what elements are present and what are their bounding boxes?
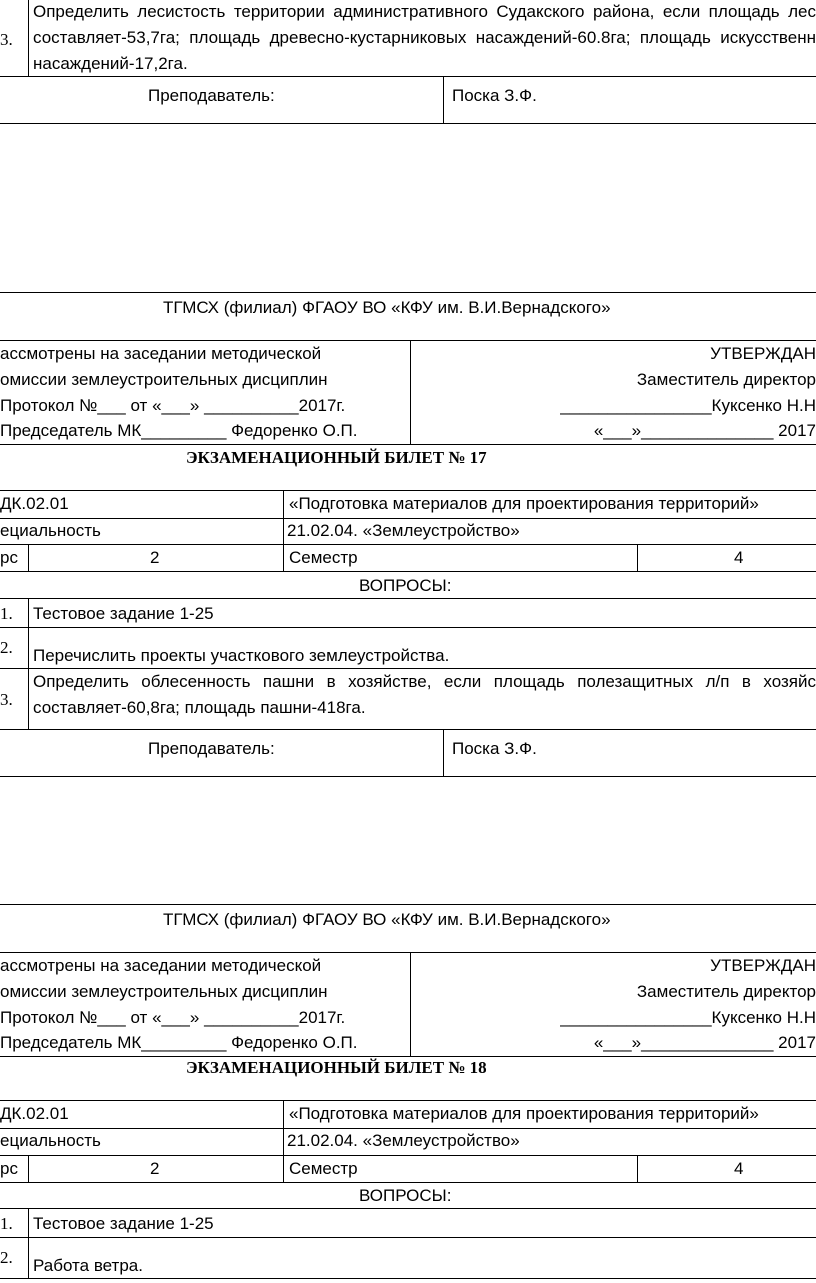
semester-label: Семестр: [289, 1159, 358, 1178]
semester-value: 4: [734, 1159, 744, 1178]
table-rule: [0, 1100, 816, 1101]
specialty-value: 21.02.04. «Землеустройство»: [287, 1131, 520, 1150]
table-rule: [0, 627, 816, 628]
semester-value: 4: [734, 548, 744, 567]
institution-name: ТГМСХ (филиал) ФГАОУ ВО «КФУ им. В.И.Вернадского»: [163, 298, 611, 317]
table-rule: [0, 729, 816, 730]
questions-heading: ВОПРОСЫ:: [359, 576, 452, 595]
approval-right-line: Заместитель директор: [636, 370, 816, 389]
question-number: 1.: [0, 604, 13, 623]
info-divider: [637, 1155, 638, 1182]
specialty-value: 21.02.04. «Землеустройство»: [287, 521, 520, 540]
question-number: 3.: [0, 690, 13, 709]
approval-left-line: омиссии землеустроительных дисциплин: [0, 982, 328, 1001]
table-rule: [0, 904, 816, 905]
questions-heading: ВОПРОСЫ:: [359, 1186, 452, 1205]
table-rule: [0, 518, 816, 519]
approval-right-line: ________________Куксенко Н.Н: [560, 1008, 816, 1027]
teacher-name: Поска З.Ф.: [452, 739, 537, 758]
table-rule: [0, 668, 816, 669]
info-divider: [283, 490, 284, 571]
table-rule: [0, 598, 816, 599]
approval-left-line: Протокол №___ от «___» __________2017г.: [0, 396, 346, 415]
table-rule: [0, 1208, 816, 1209]
table-rule: [0, 544, 816, 545]
header-divider: [410, 952, 411, 1056]
info-divider: [28, 544, 29, 571]
teacher-divider: [443, 76, 444, 123]
question-text-line: составляет-53,7га; площадь древесно-кустарниковых насаждений-60.8га; площадь искусственн: [33, 28, 816, 47]
question-3-text-line: Определить облесенность пашни в хозяйстве, если площадь полезащитных л/п в хозяйс: [33, 672, 816, 691]
teacher-label: Преподаватель:: [148, 739, 275, 758]
approval-left-line: Председатель МК_________ Федоренко О.П.: [0, 1033, 358, 1052]
question-number: 2.: [0, 638, 13, 657]
table-rule: [0, 1182, 816, 1183]
specialty-label: ециальность: [0, 1131, 101, 1150]
question-text-line: Определить лесистость территории административного Судакского района, если площадь лес: [33, 2, 816, 21]
specialty-label: ециальность: [0, 521, 101, 540]
question-text-line: насаждений-17,2га.: [33, 54, 188, 73]
approval-right-line: «___»______________ 2017: [593, 1033, 816, 1052]
module-name: «Подготовка материалов для проектирования территорий»: [289, 1104, 759, 1123]
info-divider: [283, 1100, 284, 1182]
teacher-name: Поска З.Ф.: [452, 86, 537, 105]
question-3-text-line: составляет-60,8га; площадь пашни-418га.: [33, 698, 366, 717]
course-label: рс: [0, 548, 18, 567]
question-1-text: Тестовое задание 1-25: [33, 604, 214, 623]
course-value: 2: [150, 548, 160, 567]
ticket-title: ЭКЗАМЕНАЦИОННЫЙ БИЛЕТ № 17: [186, 448, 487, 467]
question-2-text: Перечислить проекты участкового землеустройства.: [33, 646, 450, 665]
module-name: «Подготовка материалов для проектирования территорий»: [289, 494, 759, 513]
semester-label: Семестр: [289, 548, 358, 567]
institution-name: ТГМСХ (филиал) ФГАОУ ВО «КФУ им. В.И.Вернадского»: [163, 910, 611, 929]
approval-right-line: Заместитель директор: [636, 982, 816, 1001]
module-code: ДК.02.01: [0, 1104, 69, 1123]
table-rule: [0, 1155, 816, 1156]
teacher-divider: [443, 729, 444, 776]
table-rule: [0, 490, 816, 491]
table-rule: [0, 1237, 816, 1238]
question-number: 2.: [0, 1248, 13, 1267]
table-rule: [0, 1056, 816, 1057]
table-rule: [0, 571, 816, 572]
table-rule: [0, 444, 816, 445]
question-1-text: Тестовое задание 1-25: [33, 1214, 214, 1233]
table-rule: [0, 123, 816, 124]
table-rule: [0, 952, 816, 953]
header-divider: [410, 340, 411, 444]
approval-left-line: омиссии землеустроительных дисциплин: [0, 370, 328, 389]
course-label: рс: [0, 1159, 18, 1178]
approval-left-line: Председатель МК_________ Федоренко О.П.: [0, 421, 358, 440]
question-number: 1.: [0, 1214, 13, 1233]
table-rule: [0, 1278, 816, 1279]
approval-left-line: Протокол №___ от «___» __________2017г.: [0, 1008, 346, 1027]
course-value: 2: [150, 1159, 160, 1178]
question-number: 3.: [0, 30, 13, 49]
question-number-divider: [28, 598, 29, 729]
approval-right-line: УТВЕРЖДАН: [710, 344, 816, 363]
table-rule: [0, 1128, 816, 1129]
table-rule: [0, 76, 816, 77]
approval-right-line: «___»______________ 2017: [593, 421, 816, 440]
module-code: ДК.02.01: [0, 494, 69, 513]
question-2-text: Работа ветра.: [33, 1256, 143, 1275]
question-number-divider: [28, 0, 29, 76]
info-divider: [637, 544, 638, 571]
approval-right-line: УТВЕРЖДАН: [710, 956, 816, 975]
ticket-title: ЭКЗАМЕНАЦИОННЫЙ БИЛЕТ № 18: [186, 1058, 487, 1077]
table-rule: [0, 292, 816, 293]
question-number-divider: [28, 1208, 29, 1278]
table-rule: [0, 340, 816, 341]
teacher-label: Преподаватель:: [148, 86, 275, 105]
info-divider: [28, 1155, 29, 1182]
table-rule: [0, 776, 816, 777]
approval-left-line: ассмотрены на заседании методической: [0, 956, 322, 975]
approval-left-line: ассмотрены на заседании методической: [0, 344, 322, 363]
approval-right-line: ________________Куксенко Н.Н: [560, 396, 816, 415]
